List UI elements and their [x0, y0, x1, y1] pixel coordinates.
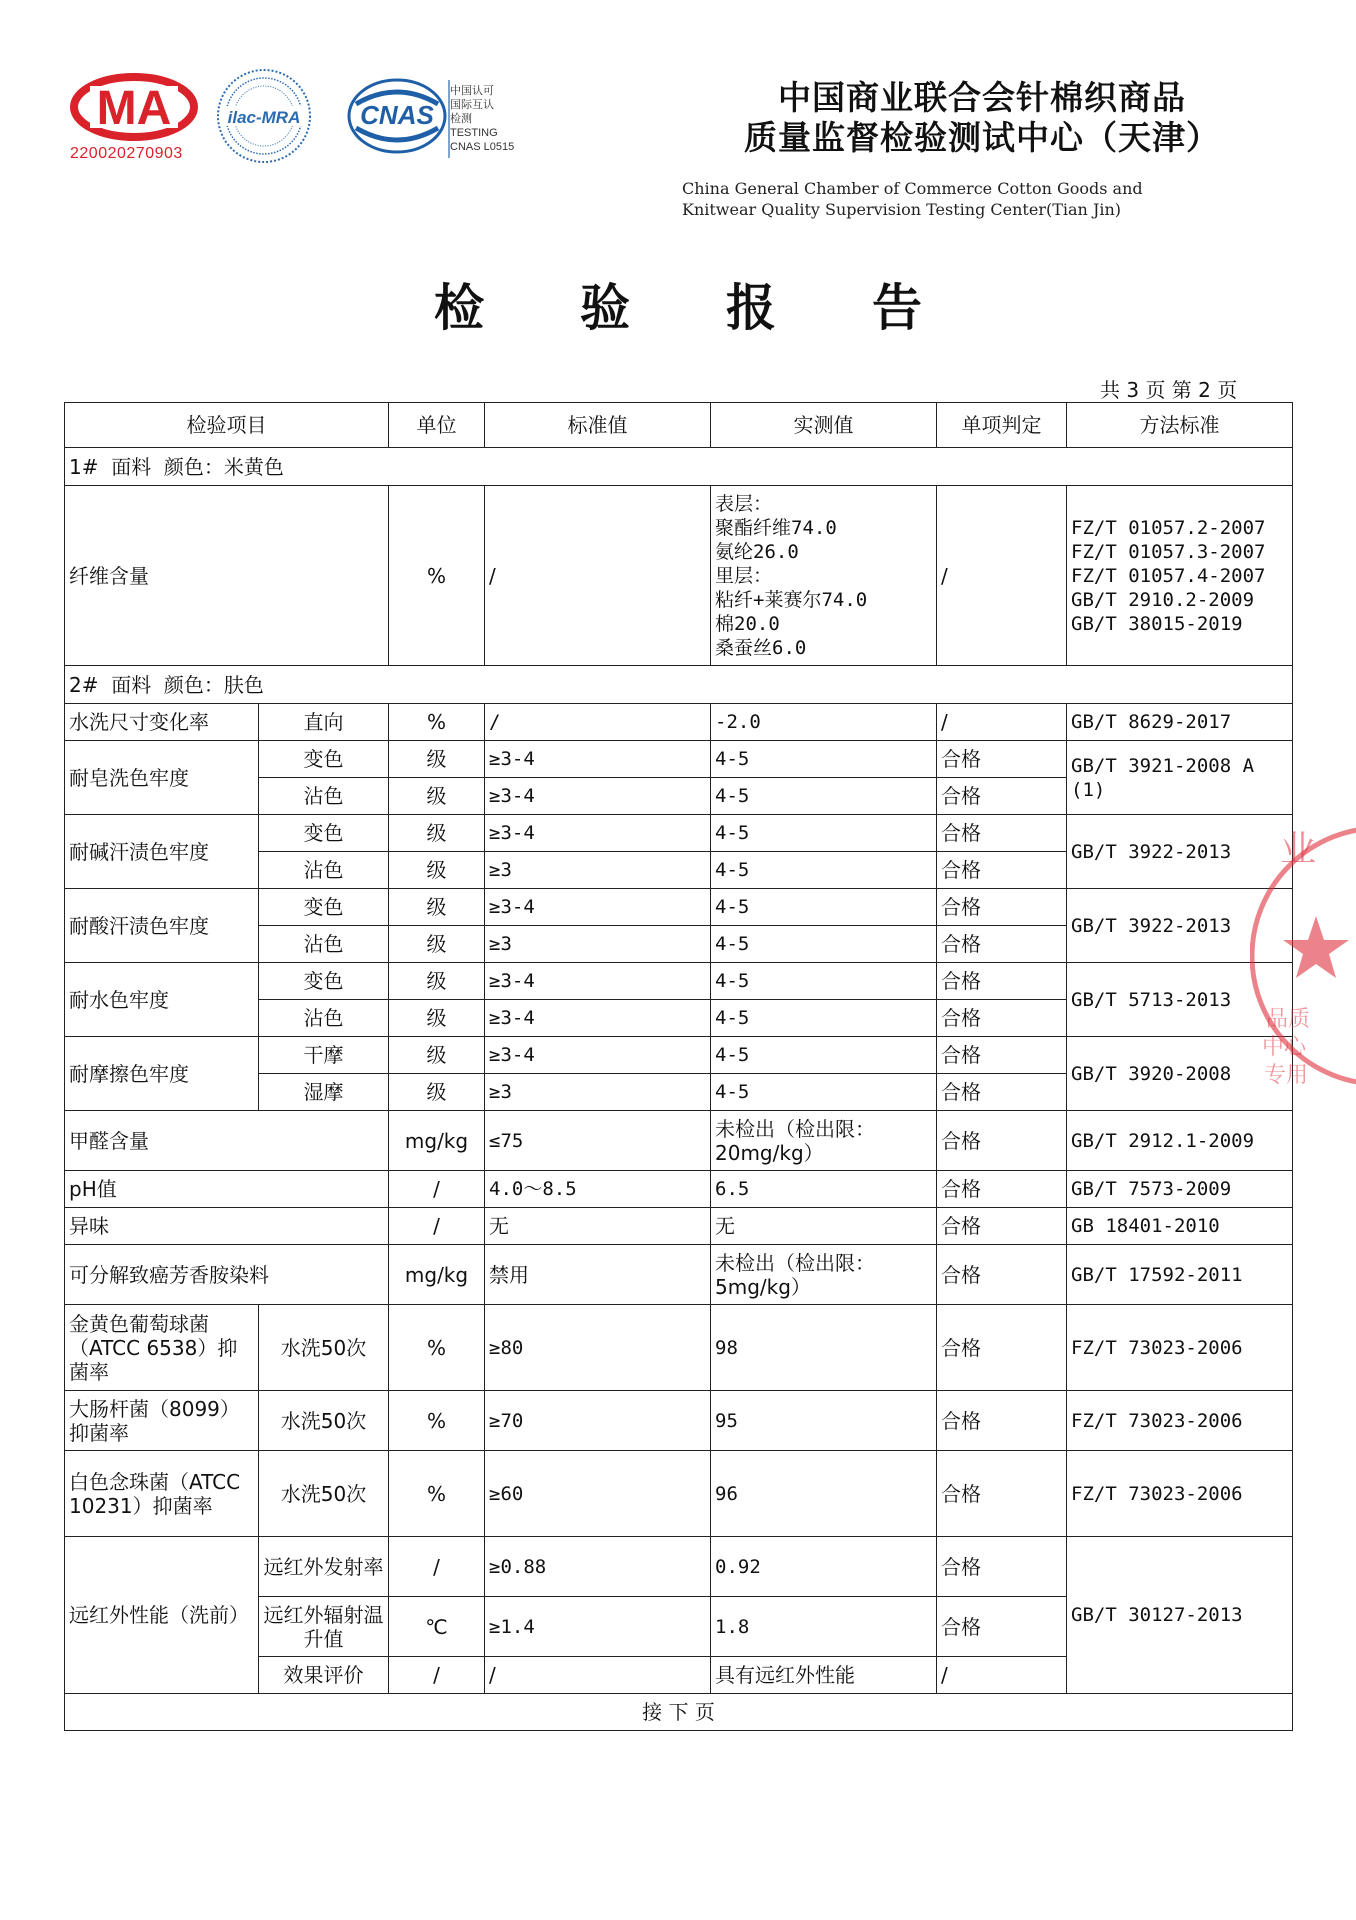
item-cell: 远红外性能（洗前）: [65, 1537, 259, 1694]
standard-cell: 禁用: [485, 1245, 711, 1305]
standard-cell: /: [485, 704, 711, 741]
item-cell: 纤维含量: [65, 486, 389, 666]
unit-cell: mg/kg: [389, 1245, 485, 1305]
standard-cell: ≥3-4: [485, 815, 711, 852]
judgement-cell: 合格: [937, 963, 1067, 1000]
item-cell: 水洗尺寸变化率: [65, 704, 259, 741]
standard-cell: ≥3-4: [485, 1037, 711, 1074]
method-cell: FZ/T 73023-2006: [1067, 1391, 1293, 1451]
table-header-row: [65, 403, 1293, 448]
svg-text:中心: 中心: [1262, 1035, 1307, 1060]
measured-cell: 4-5: [711, 889, 937, 926]
sub-item-cell: 直向: [259, 704, 389, 741]
unit-cell: %: [389, 1451, 485, 1537]
inspection-table: [64, 402, 1293, 1731]
judgement-cell: 合格: [937, 1245, 1067, 1305]
ilac-mra-logo: [214, 66, 314, 166]
unit-cell: 级: [389, 778, 485, 815]
report-title: 检验报告: [434, 279, 1018, 337]
sub-item-cell: 变色: [259, 815, 389, 852]
method-cell: GB/T 3922-2013: [1067, 889, 1293, 963]
judgement-cell: 合格: [937, 1597, 1067, 1657]
sub-item-cell: 沾色: [259, 778, 389, 815]
measured-cell: 4-5: [711, 1000, 937, 1037]
table-row: [65, 1451, 1293, 1537]
standard-cell: ≥3: [485, 926, 711, 963]
sub-item-cell: 水洗50次: [259, 1305, 389, 1391]
method-cell: FZ/T 73023-2006: [1067, 1451, 1293, 1537]
unit-cell: 级: [389, 1000, 485, 1037]
measured-cell: 95: [711, 1391, 937, 1451]
standard-cell: /: [485, 1657, 711, 1694]
header-item: 检验项目: [65, 403, 389, 448]
table-row: [65, 1111, 1293, 1171]
judgement-cell: /: [937, 1657, 1067, 1694]
unit-cell: 级: [389, 926, 485, 963]
table-row: [65, 1537, 1293, 1597]
unit-cell: 级: [389, 963, 485, 1000]
measured-cell: 无: [711, 1208, 937, 1245]
unit-cell: ℃: [389, 1597, 485, 1657]
measured-cell: 未检出（检出限：5mg/kg）: [711, 1245, 937, 1305]
measured-cell: 4-5: [711, 963, 937, 1000]
table-footer-row: [65, 1694, 1293, 1731]
judgement-cell: 合格: [937, 852, 1067, 889]
standard-cell: ≥80: [485, 1305, 711, 1391]
header-judgement: 单项判定: [937, 403, 1067, 448]
sub-item-cell: 变色: [259, 741, 389, 778]
item-cell: 金黄色葡萄球菌（ATCC 6538）抑菌率: [65, 1305, 259, 1391]
unit-cell: 级: [389, 852, 485, 889]
judgement-cell: 合格: [937, 1000, 1067, 1037]
sub-item-cell: 沾色: [259, 926, 389, 963]
standard-cell: ≥60: [485, 1451, 711, 1537]
standard-cell: ≥3: [485, 852, 711, 889]
table-row: [65, 1171, 1293, 1208]
unit-cell: /: [389, 1657, 485, 1694]
svg-text:业: 业: [1280, 829, 1317, 870]
section-label: 2# 面料 颜色：肤色: [65, 666, 1293, 704]
judgement-cell: 合格: [937, 1111, 1067, 1171]
sub-item-cell: 远红外辐射温升值: [259, 1597, 389, 1657]
table-row: [65, 1305, 1293, 1391]
cnas-logo: [346, 76, 448, 156]
item-cell: 异味: [65, 1208, 389, 1245]
method-cell: GB/T 2912.1-2009: [1067, 1111, 1293, 1171]
standard-cell: ≥1.4: [485, 1597, 711, 1657]
svg-text:ilac-MRA: ilac-MRA: [227, 108, 301, 127]
sub-item-cell: 远红外发射率: [259, 1537, 389, 1597]
method-cell: GB/T 7573-2009: [1067, 1171, 1293, 1208]
judgement-cell: 合格: [937, 1537, 1067, 1597]
sub-item-cell: 沾色: [259, 1000, 389, 1037]
standard-cell: ≥3: [485, 1074, 711, 1111]
standard-cell: ≥3-4: [485, 1000, 711, 1037]
organization-name-cn: 中国商业联合会针棉织商品 质量监督检验测试中心（天津）: [744, 78, 1220, 157]
judgement-cell: 合格: [937, 926, 1067, 963]
standard-cell: ≥3-4: [485, 889, 711, 926]
table-row: [65, 889, 1293, 926]
measured-cell: 1.8: [711, 1597, 937, 1657]
judgement-cell: 合格: [937, 1208, 1067, 1245]
cma-logo: [70, 72, 198, 142]
method-cell: GB/T 3921-2008 A (1): [1067, 741, 1293, 815]
standard-cell: ≥3-4: [485, 741, 711, 778]
section-row: [65, 666, 1293, 704]
measured-cell: 未检出（检出限：20mg/kg）: [711, 1111, 937, 1171]
judgement-cell: 合格: [937, 741, 1067, 778]
measured-cell: 4-5: [711, 926, 937, 963]
unit-cell: 级: [389, 815, 485, 852]
svg-text:专用: 专用: [1264, 1063, 1309, 1088]
sub-item-cell: 沾色: [259, 852, 389, 889]
header-unit: 单位: [389, 403, 485, 448]
item-cell: 可分解致癌芳香胺染料: [65, 1245, 389, 1305]
item-cell: pH值: [65, 1171, 389, 1208]
judgement-cell: 合格: [937, 1074, 1067, 1111]
table-row: [65, 963, 1293, 1000]
item-cell: 耐皂洗色牢度: [65, 741, 259, 815]
unit-cell: 级: [389, 889, 485, 926]
unit-cell: /: [389, 1171, 485, 1208]
judgement-cell: /: [937, 704, 1067, 741]
table-row: [65, 741, 1293, 778]
item-cell: 耐碱汗渍色牢度: [65, 815, 259, 889]
judgement-cell: 合格: [937, 815, 1067, 852]
table-row: [65, 815, 1293, 852]
sub-item-cell: 效果评价: [259, 1657, 389, 1694]
standard-cell: ≥70: [485, 1391, 711, 1451]
cnas-caption: 中国认可 国际互认 检测 TESTING CNAS L0515: [450, 85, 515, 153]
standard-cell: 4.0～8.5: [485, 1171, 711, 1208]
judgement-cell: 合格: [937, 1451, 1067, 1537]
table-row: [65, 1245, 1293, 1305]
measured-cell: 4-5: [711, 815, 937, 852]
cma-number: 220020270903: [70, 145, 183, 162]
judgement-cell: 合格: [937, 1305, 1067, 1391]
item-cell: 耐酸汗渍色牢度: [65, 889, 259, 963]
standard-cell: ≥0.88: [485, 1537, 711, 1597]
unit-cell: %: [389, 486, 485, 666]
continued-label: 接 下 页: [65, 1694, 1293, 1731]
svg-text:品质: 品质: [1266, 1007, 1311, 1032]
item-cell: 大肠杆菌（8099）抑菌率: [65, 1391, 259, 1451]
svg-text:CNAS: CNAS: [360, 100, 434, 130]
section-label: 1# 面料 颜色：米黄色: [65, 448, 1293, 486]
table-row: [65, 486, 1293, 666]
standard-cell: ≥3-4: [485, 778, 711, 815]
judgement-cell: 合格: [937, 1037, 1067, 1074]
sub-item-cell: 水洗50次: [259, 1391, 389, 1451]
unit-cell: 级: [389, 1074, 485, 1111]
item-cell: 白色念珠菌（ATCC 10231）抑菌率: [65, 1451, 259, 1537]
sub-item-cell: 干摩: [259, 1037, 389, 1074]
method-cell: GB/T 17592-2011: [1067, 1245, 1293, 1305]
header-method: 方法标准: [1067, 403, 1293, 448]
unit-cell: 级: [389, 1037, 485, 1074]
method-cell: GB/T 3922-2013: [1067, 815, 1293, 889]
item-cell: 耐水色牢度: [65, 963, 259, 1037]
method-cell: GB 18401-2010: [1067, 1208, 1293, 1245]
unit-cell: %: [389, 704, 485, 741]
measured-cell: 6.5: [711, 1171, 937, 1208]
sub-item-cell: 水洗50次: [259, 1451, 389, 1537]
standard-cell: /: [485, 486, 711, 666]
svg-text:MA: MA: [96, 82, 172, 135]
measured-cell: 具有远红外性能: [711, 1657, 937, 1694]
sub-item-cell: 变色: [259, 889, 389, 926]
method-cell: GB/T 8629-2017: [1067, 704, 1293, 741]
unit-cell: /: [389, 1537, 485, 1597]
judgement-cell: 合格: [937, 778, 1067, 815]
measured-cell: -2.0: [711, 704, 937, 741]
measured-cell: 96: [711, 1451, 937, 1537]
item-cell: 甲醛含量: [65, 1111, 389, 1171]
item-cell: 耐摩擦色牢度: [65, 1037, 259, 1111]
unit-cell: %: [389, 1391, 485, 1451]
unit-cell: /: [389, 1208, 485, 1245]
measured-cell: 4-5: [711, 1037, 937, 1074]
sub-item-cell: 变色: [259, 963, 389, 1000]
standard-cell: 无: [485, 1208, 711, 1245]
method-cell: GB/T 5713-2013: [1067, 963, 1293, 1037]
section-row: [65, 448, 1293, 486]
unit-cell: 级: [389, 741, 485, 778]
measured-cell: 98: [711, 1305, 937, 1391]
measured-cell: 表层： 聚酯纤维74.0 氨纶26.0 里层： 粘纤+莱赛尔74.0 棉20.0 桑蚕丝6.0: [711, 486, 937, 666]
table-row: [65, 1037, 1293, 1074]
measured-cell: 4-5: [711, 1074, 937, 1111]
measured-cell: 4-5: [711, 741, 937, 778]
table-row: [65, 1208, 1293, 1245]
table-row: [65, 1391, 1293, 1451]
unit-cell: mg/kg: [389, 1111, 485, 1171]
standard-cell: ≤75: [485, 1111, 711, 1171]
method-cell: GB/T 3920-2008: [1067, 1037, 1293, 1111]
measured-cell: 4-5: [711, 778, 937, 815]
judgement-cell: /: [937, 486, 1067, 666]
header-measured: 实测值: [711, 403, 937, 448]
sub-item-cell: 湿摩: [259, 1074, 389, 1111]
judgement-cell: 合格: [937, 1391, 1067, 1451]
judgement-cell: 合格: [937, 889, 1067, 926]
method-cell: FZ/T 01057.2-2007 FZ/T 01057.3-2007 FZ/T 01057.4-2007 GB/T 2910.2-2009 GB/T 38015-2019: [1067, 486, 1293, 666]
page-info: 共 3 页 第 2 页: [1100, 378, 1238, 402]
standard-cell: ≥3-4: [485, 963, 711, 1000]
header-standard: 标准值: [485, 403, 711, 448]
measured-cell: 0.92: [711, 1537, 937, 1597]
measured-cell: 4-5: [711, 852, 937, 889]
table-row: [65, 704, 1293, 741]
judgement-cell: 合格: [937, 1171, 1067, 1208]
organization-name-en: China General Chamber of Commerce Cotton Goods and Knitwear Quality Supervision Testing Center(Tian Jin): [682, 179, 1143, 219]
method-cell: GB/T 30127-2013: [1067, 1537, 1293, 1694]
method-cell: FZ/T 73023-2006: [1067, 1305, 1293, 1391]
unit-cell: %: [389, 1305, 485, 1391]
